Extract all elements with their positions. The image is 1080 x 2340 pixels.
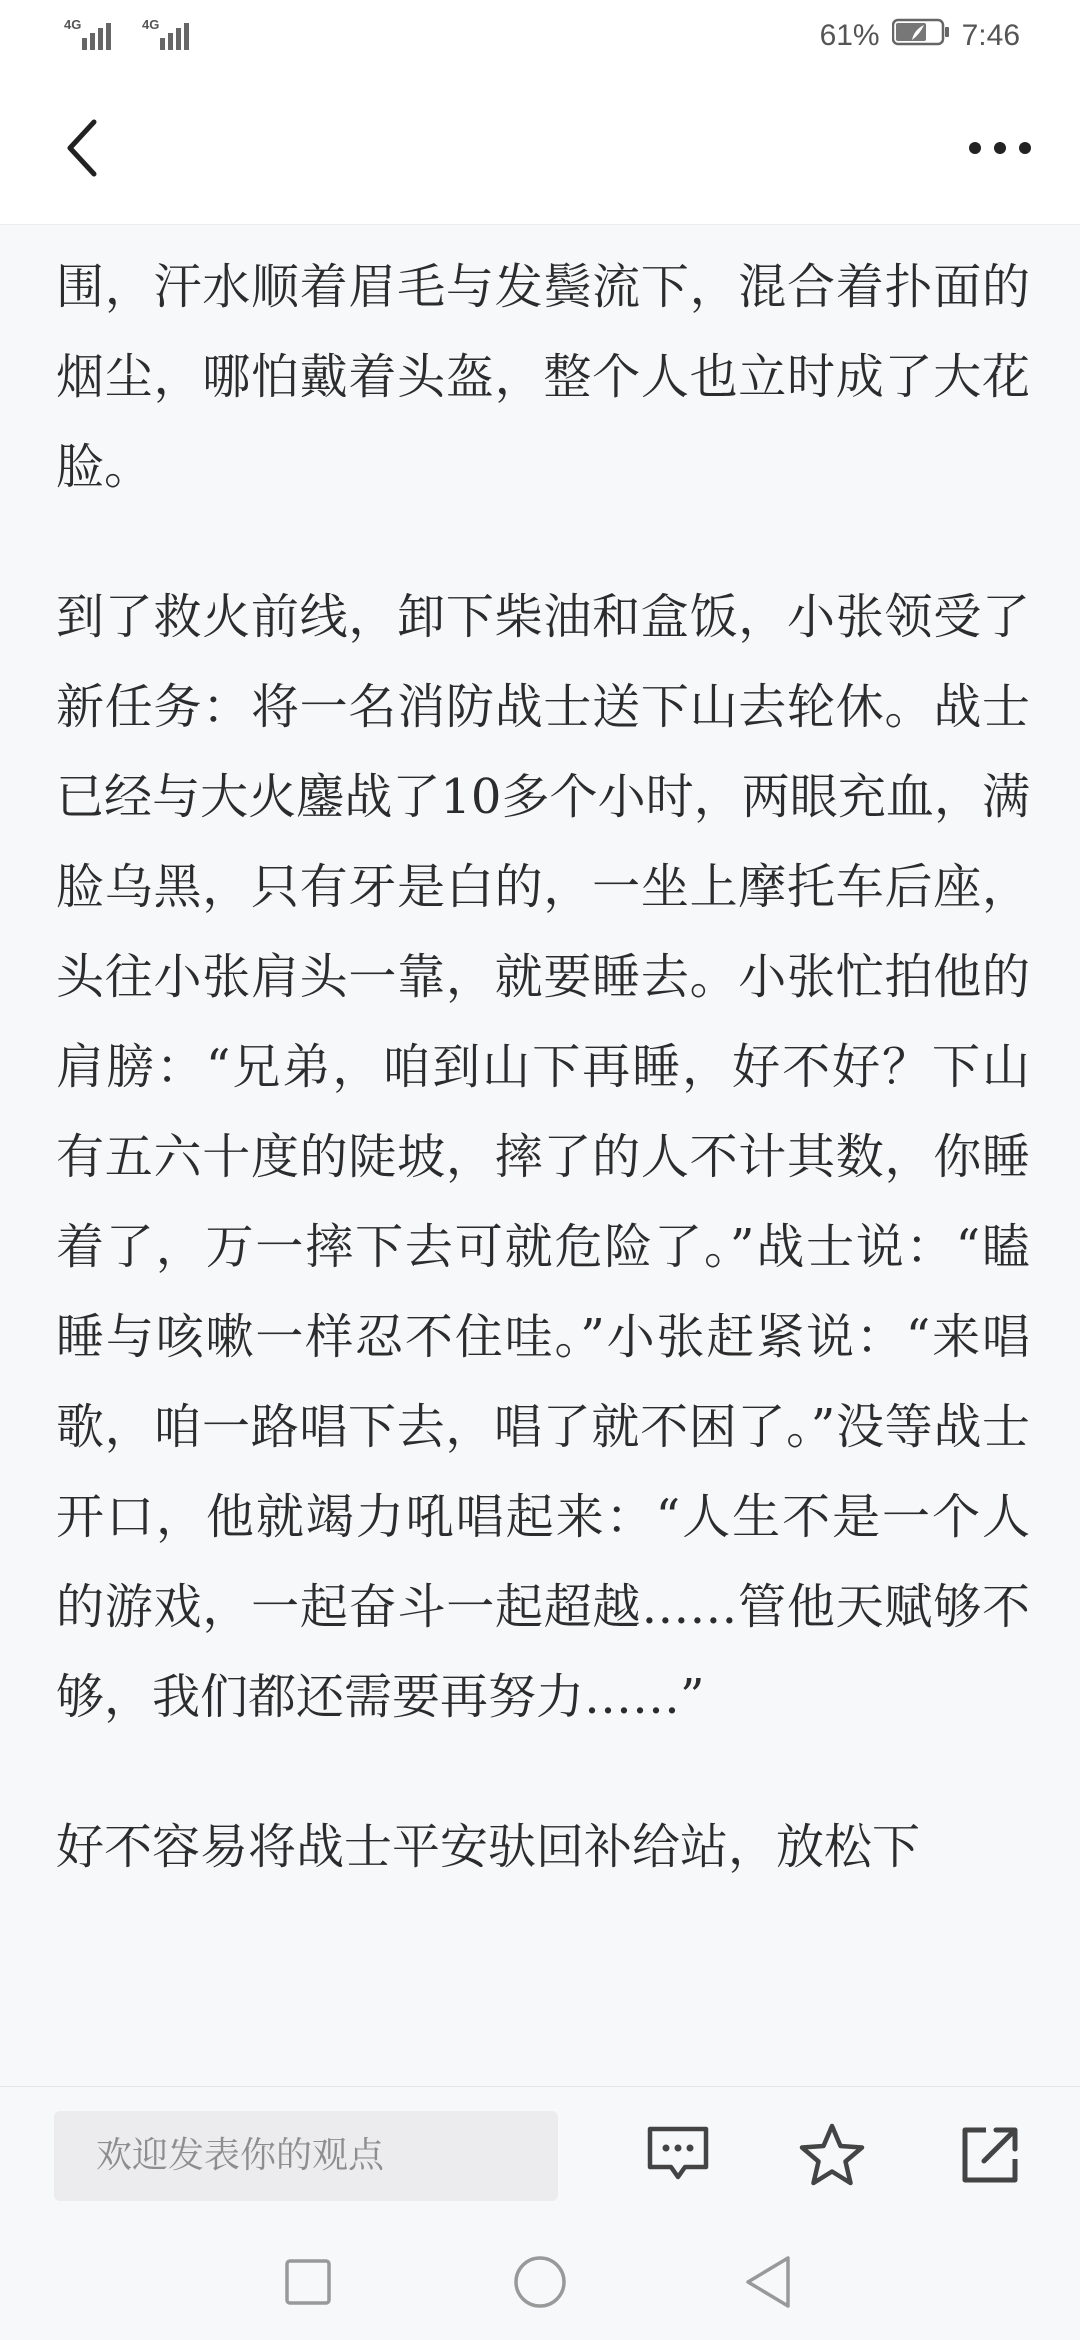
signal-icon: [64, 18, 122, 52]
more-horizontal-icon: [968, 141, 1032, 155]
article-paragraph: 好不容易将战士平安驮回补给站，放松下: [56, 1819, 921, 1875]
home-button[interactable]: [500, 2242, 580, 2322]
chevron-left-icon: [62, 118, 102, 178]
signal-icon: [142, 18, 200, 52]
signal-group: [64, 18, 200, 52]
home-icon: [512, 2254, 568, 2310]
back-triangle-icon: [742, 2254, 794, 2310]
article-body: [56, 224, 1030, 2086]
star-icon: [798, 2122, 866, 2188]
comment-icon: [645, 2124, 711, 2186]
network-type-label: 4G: [64, 17, 82, 32]
recent-apps-icon: [283, 2257, 333, 2307]
bottom-action-bar: [0, 2086, 1080, 2221]
comment-input[interactable]: 欢迎发表你的观点: [54, 2111, 558, 2201]
clock: 7:46: [961, 19, 1020, 52]
status-bar: [0, 0, 1080, 72]
share-icon: [960, 2125, 1020, 2185]
system-back-button[interactable]: [728, 2242, 808, 2322]
system-navigation-bar: [0, 2220, 1080, 2340]
header: [0, 72, 1080, 225]
recent-apps-button[interactable]: [268, 2242, 348, 2322]
comment-button[interactable]: [636, 2113, 720, 2197]
network-type-label: 4G: [142, 17, 160, 32]
article-paragraph: 到了救火前线，卸下柴油和盒饭，小张领受了新任务：将一名消防战士送下山去轮休。战士已经与大火鏖战了10多个小时，两眼充血，满脸乌黑，只有牙是白的，一坐上摩托车后座，头往小张肩头一靠，就要睡去。小张忙拍他的肩膀：“兄弟，咱到山下再睡，好不好？下山有五六十度的陡坡，摔了的人不计其数，你睡着了，万一摔下去可就危险了。”战士说：“瞌睡与咳嗽一样忍不住哇。”小张赶紧说：“来唱歌，咱一路唱下去，唱了就不困了。”没等战士开口，他就竭力吼唱起来：“人生不是一个人的游戏，一起奋斗一起超越……管他天赋够不够，我们都还需要再努力……”: [56, 589, 1030, 1725]
battery-percent: 61%: [819, 19, 880, 52]
article-paragraph: 围，汗水顺着眉毛与发鬓流下，混合着扑面的烟尘，哪怕戴着头盔，整个人也立时成了大花脸。: [56, 259, 1030, 495]
back-button[interactable]: [50, 116, 114, 180]
share-button[interactable]: [948, 2113, 1032, 2197]
status-right: [820, 14, 1020, 58]
favorite-button[interactable]: [790, 2113, 874, 2197]
battery-icon: [892, 18, 950, 54]
more-button[interactable]: [960, 116, 1040, 180]
